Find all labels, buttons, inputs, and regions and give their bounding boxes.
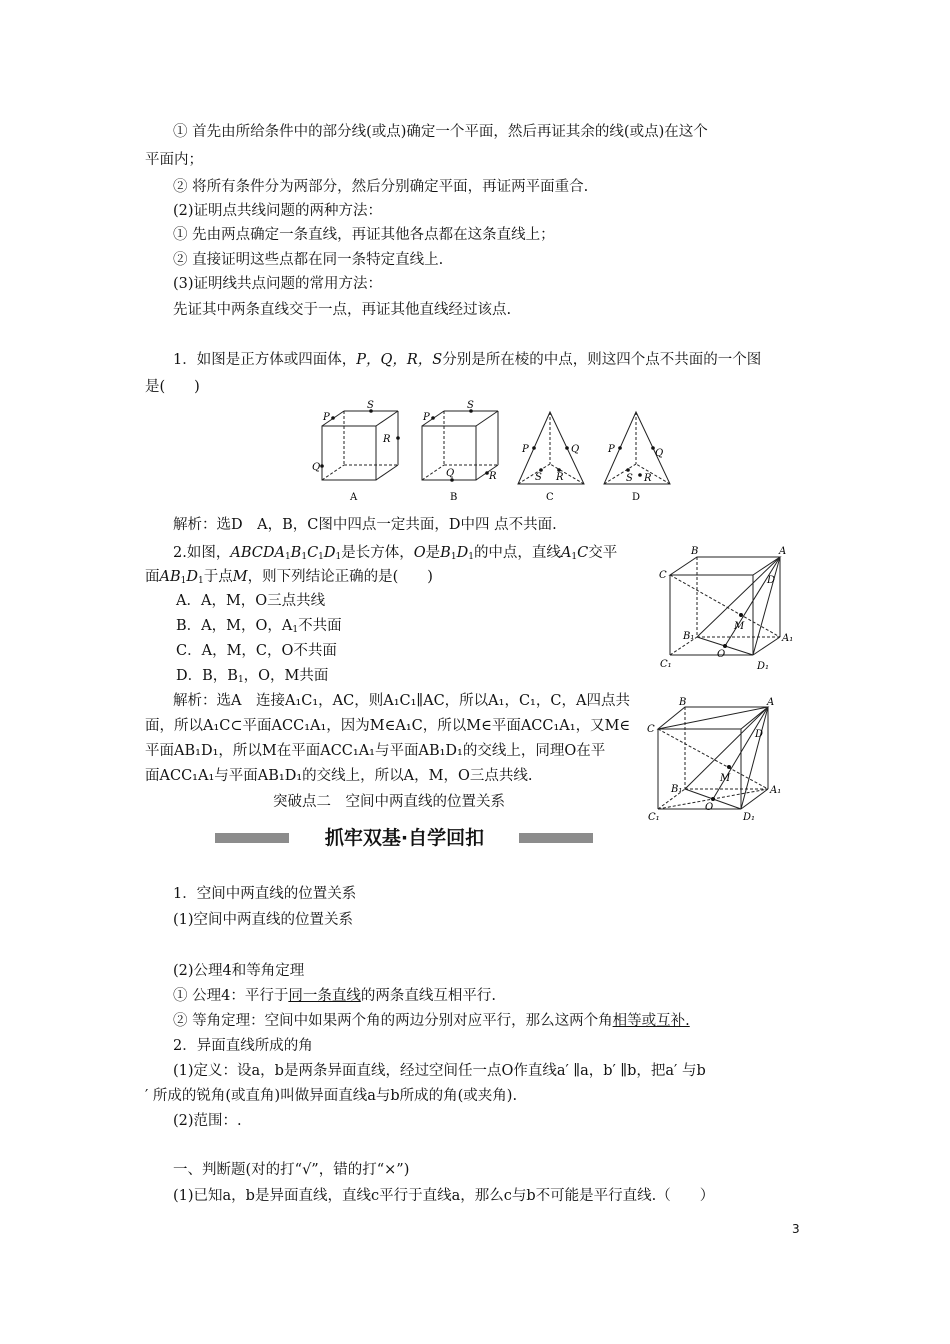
- fig-d-label-r: R: [644, 473, 652, 484]
- fig-a-label-p: P: [323, 412, 330, 423]
- q2-fig1-label-d: D: [767, 575, 776, 586]
- q1-figures: [310, 398, 664, 506]
- banner-bar-left: [215, 833, 289, 843]
- definition-line2: ′ 所成的锐角(或直角)叫做异面直线a与b所成的角(或夹角).: [145, 1088, 518, 1104]
- method3-line1: 先证其中两条直线交于一点，再证其他直线经过该点.: [173, 302, 512, 318]
- q2-fig1-label-m: M: [734, 621, 745, 632]
- fig-c-label-q: Q: [571, 444, 580, 455]
- fig-d-label-p: P: [608, 444, 615, 455]
- method2-line1: ① 先由两点确定一条直线，再证其他各点都在这条直线上；: [173, 227, 555, 243]
- q2-answer-line1: 解析：选A 连接A₁C₁，AC，则A₁C₁∥AC，所以A₁，C₁，C，A四点共: [173, 693, 630, 709]
- q2-figure-solution: [643, 693, 793, 823]
- q2-line1: 2.如图，$ABCDA_1B_1C_1D_1$是长方体，O是$B_1D_1$的中点，直线$A_1C$交平: [173, 545, 618, 562]
- fig-c-caption: C: [546, 492, 554, 503]
- q2-fig1-label-c1: C₁: [660, 659, 672, 670]
- q2-fig1-label-a1: A₁: [782, 633, 794, 644]
- method2-title: (2)证明点共线问题的两种方法：: [173, 203, 383, 219]
- part2-title: 2．异面直线所成的角: [173, 1038, 313, 1054]
- fig-d-label-q: Q: [655, 448, 664, 459]
- q1-answer: 解析：选D A，B，C图中四点一定共面，D中四 点不共面.: [173, 517, 557, 533]
- fig-b-label-p: P: [423, 412, 430, 423]
- q2-fig2-label-o: O: [705, 802, 714, 813]
- q2-fig1-label-d1: D₁: [757, 661, 770, 672]
- figure-a-cube: [322, 411, 398, 480]
- part1-sub2: (2)公理4和等角定理: [173, 963, 305, 979]
- method1-line3: ② 将所有条件分为两部分，然后分别确定平面，再证两平面重合.: [173, 179, 589, 195]
- part1-sub1: (1)空间中两直线的位置关系: [173, 912, 354, 928]
- fig-a-label-s: S: [367, 400, 374, 411]
- q2-fig1-label-c: C: [659, 570, 667, 581]
- q2-option-a: A．A，M，O三点共线: [176, 593, 326, 609]
- q2-option-d: D．B，$B_1$，O，M共面: [176, 668, 329, 685]
- fig-b-label-s: S: [467, 400, 474, 411]
- part1-title: 1．空间中两直线的位置关系: [173, 886, 357, 902]
- fig-c-label-r: R: [556, 472, 564, 483]
- q2-fig1-label-b1: B₁: [683, 631, 695, 642]
- fig-c-label-p: P: [522, 444, 529, 455]
- method3-title: (3)证明线共点问题的常用方法：: [173, 276, 383, 292]
- q2-fig2-label-c1: C₁: [648, 812, 660, 823]
- page-number: 3: [792, 1222, 800, 1236]
- q2-fig2-label-a: A: [767, 697, 775, 708]
- section-banner: [215, 826, 593, 850]
- q2-fig1-label-b: B: [691, 546, 699, 557]
- q2-fig2-label-a1: A₁: [770, 785, 782, 796]
- fig-a-label-r: R: [383, 434, 391, 445]
- fig-d-label-s: S: [626, 473, 633, 484]
- definition-line1: (1)定义：设a，b是两条异面直线，经过空间任一点O作直线a′ ∥a，b′ ∥b，把a′ 与b: [173, 1063, 706, 1079]
- fig-a-label-q: Q: [312, 462, 321, 473]
- q2-fig2-label-b1: B₁: [671, 784, 683, 795]
- figure-b-cube: [422, 411, 498, 480]
- q2-fig1-label-o: O: [717, 649, 726, 660]
- q2-fig2-label-d: D: [755, 729, 764, 740]
- fig-b-label-q: Q: [446, 468, 455, 479]
- method2-line2: ② 直接证明这些点都在同一条特定直线上.: [173, 252, 444, 268]
- fig-c-label-s: S: [535, 472, 542, 483]
- q2-fig2-label-c: C: [647, 724, 655, 735]
- section-heading: 突破点二 空间中两直线的位置关系: [273, 794, 505, 810]
- q2-fig2-label-d1: D₁: [743, 812, 756, 823]
- banner-bar-right: [519, 833, 593, 843]
- q2-figure-box: [655, 545, 805, 675]
- q1-line1: 1．如图是正方体或四面体，P，Q，R，S分别是所在棱的中点，则这四个点不共面的一个图: [173, 352, 762, 368]
- fig-a-caption: A: [350, 492, 358, 503]
- fig-b-caption: B: [450, 492, 458, 503]
- q2-option-c: C．A，M，C，O不共面: [176, 643, 337, 659]
- fig-d-caption: D: [632, 492, 641, 503]
- equal-angle-line: ② 等角定理：空间中如果两个角的两边分别对应平行，那么这两个角相等或互补.: [173, 1013, 690, 1029]
- judge-title: 一、判断题(对的打“√”，错的打“×”): [173, 1162, 410, 1178]
- banner-title: 抓牢双基·自学回扣: [297, 826, 512, 850]
- range-line: (2)范围：.: [173, 1113, 242, 1129]
- q1-line2: 是( ): [145, 379, 200, 395]
- q2-option-b: B．A，M，O，$A_1$不共面: [176, 618, 342, 635]
- method1-line1: ① 首先由所给条件中的部分线(或点)确定一个平面，然后再证其余的线(或点)在这个: [173, 124, 708, 140]
- axiom4-line: ① 公理4：平行于同一条直线的两条直线互相平行.: [173, 988, 496, 1004]
- q2-answer-line4: 面ACC₁A₁与平面AB₁D₁的交线上，所以A，M，O三点共线.: [145, 768, 533, 784]
- method1-line2: 平面内；: [145, 152, 203, 168]
- q2-answer-line3: 平面AB₁D₁，所以M在平面ACC₁A₁与平面AB₁D₁的交线上，同理O在平: [145, 743, 606, 759]
- fig-b-label-r: R: [489, 471, 497, 482]
- judge-q1: (1)已知a，b是异面直线，直线c平行于直线a，那么c与b不可能是平行直线.（ ）: [173, 1188, 715, 1204]
- q2-line2: 面$AB_1D_1$于点M，则下列结论正确的是( ): [145, 569, 433, 586]
- q2-answer-line2: 面，所以A₁C⊂平面ACC₁A₁，因为M∈A₁C，所以M∈平面ACC₁A₁，又M∈: [145, 718, 631, 734]
- q2-fig2-label-b: B: [679, 697, 687, 708]
- q2-fig1-label-a: A: [779, 546, 787, 557]
- q2-fig2-label-m: M: [720, 773, 731, 784]
